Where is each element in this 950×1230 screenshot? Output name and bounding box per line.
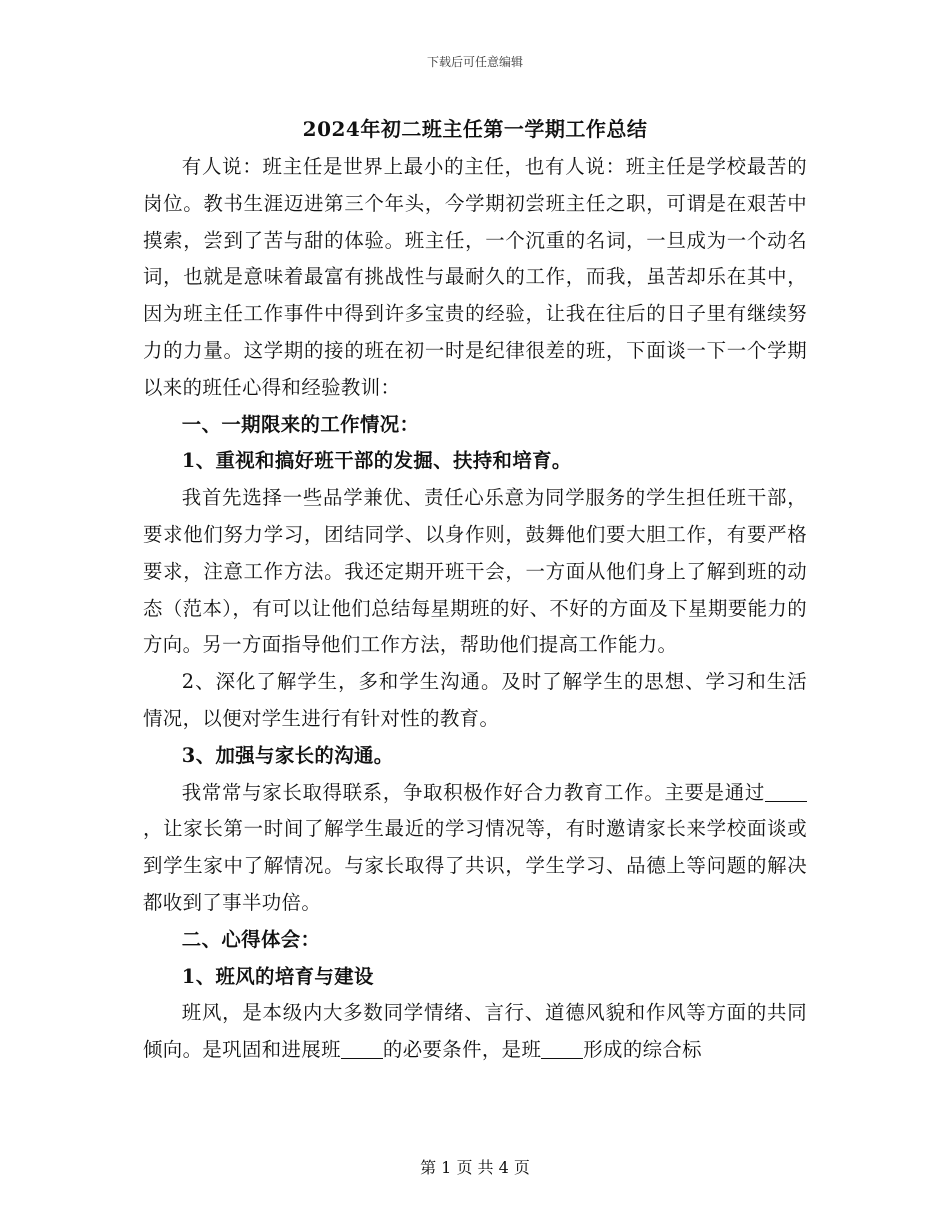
text-segment: 我常常与家长取得联系，争取积极作好合力教育工作。主要是通过 xyxy=(181,780,765,804)
header-note: 下载后可任意编辑 xyxy=(426,55,523,69)
document-title: 2024年初二班主任第一学期工作总结 xyxy=(302,117,648,141)
heading-item-2-1: 1、班风的培育与建设 xyxy=(181,964,374,988)
blank-underline xyxy=(765,781,807,801)
heading-item-1-1: 1、重视和搞好班干部的发掘、扶持和培育。 xyxy=(181,449,572,473)
heading-section-1: 一、一期限来的工作情况： xyxy=(181,412,420,436)
paragraph-parent-communication xyxy=(143,775,807,922)
text-segment: ，让家长第一时间了解学生最近的学习情况等，有时邀请家长来学校面谈或到学生家中了解情况。与家长取得了共识，学生学习、品德上等问题的解决都收到了事半功倍。 xyxy=(143,817,807,914)
heading-section-2: 二、心得体会： xyxy=(181,927,321,951)
document-body xyxy=(143,149,807,1069)
text-segment: 的必要条件，是班 xyxy=(382,1038,542,1062)
paragraph-intro: 有人说：班主任是世界上最小的主任，也有人说：班主任是学校最苦的岗位。教书生涯迈进第三个年头，今学期初尝班主任之职，可谓是在艰苦中摸索，尝到了苦与甜的体验。班主任，一个沉重的名词，一旦成为一个动名词，也就是意味着最富有挑战性与最耐久的工作，而我，虽苦却乐在其中，因为班主任工作事件中得到许多宝贵的经验，让我在往后的日子里有继续努力的力量。这学期的接的班在初一时是纪律很差的班，下面谈一下一个学期以来的班任心得和经验教训： xyxy=(143,155,807,399)
paragraph-understand-students: 2、深化了解学生，多和学生沟通。及时了解学生的思想、学习和生活情况，以便对学生进行有针对性的教育。 xyxy=(143,670,807,730)
blank-underline xyxy=(541,1039,583,1059)
heading-item-1-3: 3、加强与家长的沟通。 xyxy=(181,743,394,767)
paragraph-class-cadres: 我首先选择一些品学兼优、责任心乐意为同学服务的学生担任班干部，要求他们努力学习，团结同学、以身作则，鼓舞他们要大胆工作，有要严格要求，注意工作方法。我还定期开班干会，一方面从他们身上了解到班的动态（范本），有可以让他们总结每星期班的好、不好的方面及下星期要能力的方向。另一方面指导他们工作方法，帮助他们提高工作能力。 xyxy=(143,486,807,657)
blank-underline xyxy=(341,1039,383,1059)
text-segment: 形成的综合标 xyxy=(583,1038,702,1062)
text-segment: 班风，是本级内大多数同学情绪、言行、道德风貌和作风等方面的共同倾向。是巩固和进展班 xyxy=(143,1001,807,1062)
page-number-footer: 第 1 页 共 4 页 xyxy=(420,1158,530,1177)
paragraph-class-style xyxy=(143,995,807,1069)
